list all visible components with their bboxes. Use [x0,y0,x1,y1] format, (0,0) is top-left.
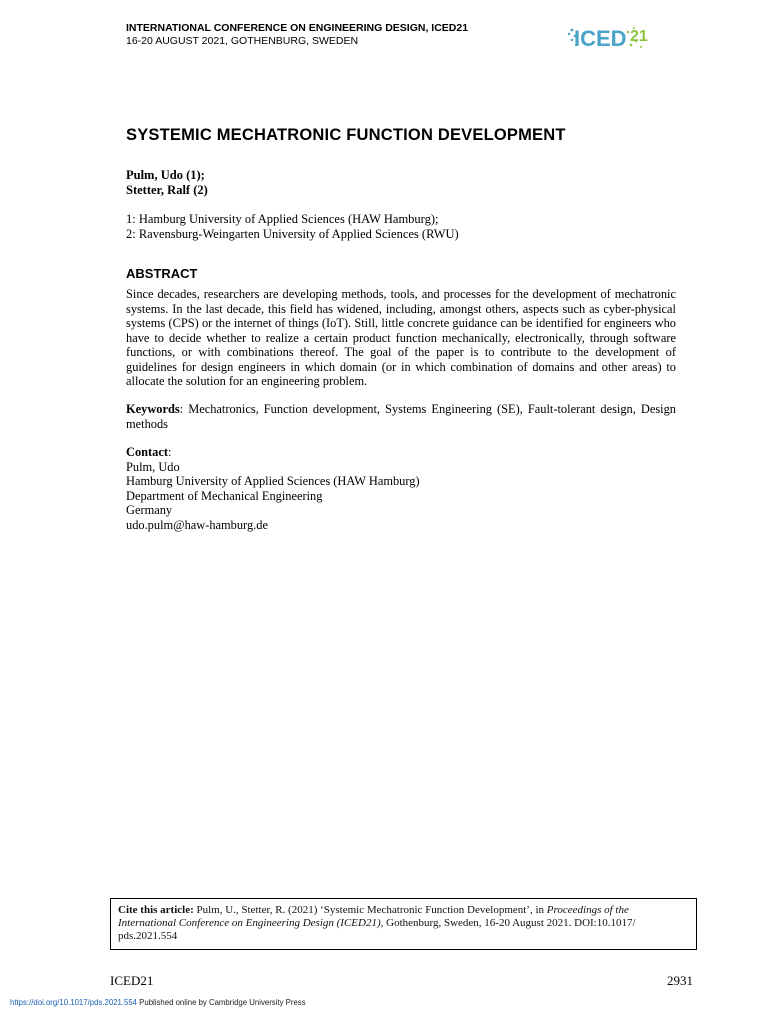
footer-page-number: 2931 [667,973,693,988]
affiliation-2: 2: Ravensburg-Weingarten University of Applied Sciences (RWU) [126,226,459,241]
abstract-heading: ABSTRACT [126,266,198,281]
contact-department: Department of Mechanical Engineering [126,488,323,503]
conference-name: INTERNATIONAL CONFERENCE ON ENGINEERING DESIGN, ICED21 [126,22,469,34]
contact-heading [126,445,420,460]
conference-header [126,22,468,48]
keywords-label: Keywords [126,402,180,416]
affiliation-list [126,212,459,241]
author-1: Pulm, Udo (1); [126,168,205,182]
logo-iced-text: ICED [574,26,627,51]
citation-proceedings: Proceedings of the International Conference on Engineering Design (ICED21), [118,904,629,929]
citation-text-before: Pulm, U., Stetter, R. (2021) ‘Systemic Mechatronic Function Development’, in [193,904,547,916]
citation-label: Cite this article: [118,904,194,916]
contact-label: Contact [126,445,168,459]
conference-dates: 16-20 AUGUST 2021, GOTHENBURG, SWEDEN [126,35,359,47]
contact-email[interactable]: udo.pulm@haw-hamburg.de [126,517,268,532]
footer-conference: ICED21 [110,973,154,988]
iced21-logo [566,24,666,52]
published-note: Published online by Cambridge University Press [137,998,306,1007]
citation-box [110,898,697,950]
contact-name: Pulm, Udo [126,459,180,474]
logo-number-text: 21 [630,28,648,45]
doi-link[interactable]: https://doi.org/10.1017/pds.2021.554 [10,998,138,1007]
citation-text-after: Gothenburg, Sweden, 16-20 August 2021. DOI:10.1017/ pds.2021.554 [118,917,636,942]
contact-country: Germany [126,503,173,517]
contact-section [126,445,420,532]
keywords-list: : Mechatronics, Function development, Systems Engineering (SE), Fault-tolerant design, Design methods [126,402,676,431]
paper-title: SYSTEMIC MECHATRONIC FUNCTION DEVELOPMENT [126,126,566,144]
abstract-body: Since decades, researchers are developing methods, tools, and processes for the development of mechatronic systems. In the last decade, this field has widened, including, amongst others, aspects such as cyber-physical systems (CPS) or the internet of things (IoT). Still, little concrete guidance can be identified for engineers who have to decide whether to realize a certain product function mechanically, electronically, through software functions, or with combinations thereof. The goal of the paper is to contribute to the development of guidelines for design engineers in which domain (or in which combination of domains and other areas) to allocate the solution for an engineering problem. [126,287,676,388]
author-2: Stetter, Ralf (2) [126,183,208,197]
contact-colon: : [167,445,172,459]
contact-institution: Hamburg University of Applied Sciences (HAW Hamburg) [126,474,420,488]
affiliation-1: 1: Hamburg University of Applied Sciences (HAW Hamburg); [126,212,439,226]
keywords-section [126,402,676,431]
author-list [126,168,208,198]
doi-line [10,998,306,1007]
